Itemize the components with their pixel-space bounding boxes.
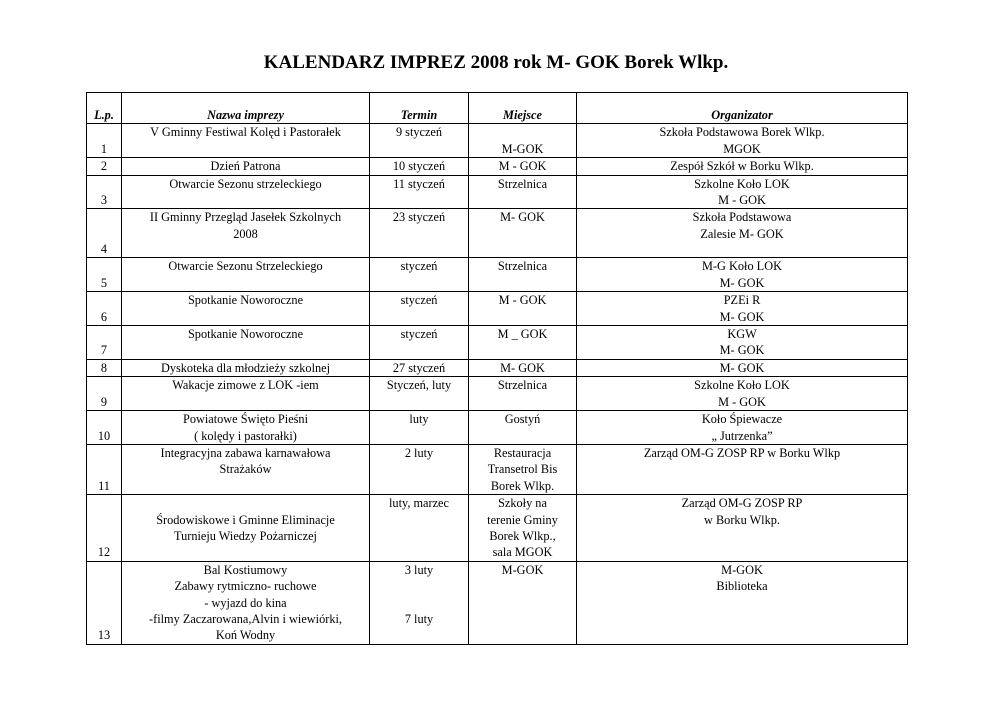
cell-organizator: Szkolne Koło LOK M - GOK — [577, 175, 908, 209]
cell-termin: styczeń — [370, 326, 469, 360]
cell-miejsce: M - GOK — [469, 158, 577, 175]
table-row — [87, 175, 908, 209]
cell-termin: styczeń — [370, 292, 469, 326]
table-row — [87, 158, 908, 175]
table-row — [87, 292, 908, 326]
cell-miejsce: M- GOK — [469, 359, 577, 376]
table-row — [87, 561, 908, 644]
cell-miejsce: M-GOK — [469, 561, 577, 644]
cell-miejsce: Strzelnica — [469, 175, 577, 209]
cell-lp: 11 — [87, 444, 122, 494]
cell-organizator: KGW M- GOK — [577, 326, 908, 360]
cell-termin: 11 styczeń — [370, 175, 469, 209]
cell-lp: 5 — [87, 258, 122, 292]
cell-organizator: Szkolne Koło LOK M - GOK — [577, 377, 908, 411]
cell-miejsce: Gostyń — [469, 411, 577, 445]
cell-lp: 12 — [87, 495, 122, 562]
header-miejsce: Miejsce — [469, 93, 577, 124]
cell-nazwa: Powiatowe Święto Pieśni ( kolędy i pastorałki) — [122, 411, 370, 445]
header-row — [87, 93, 908, 124]
table-row — [87, 359, 908, 376]
cell-organizator: PZEi R M- GOK — [577, 292, 908, 326]
events-table — [86, 92, 908, 645]
cell-miejsce: M _ GOK — [469, 326, 577, 360]
cell-lp: 13 — [87, 561, 122, 644]
cell-lp: 6 — [87, 292, 122, 326]
cell-termin: 10 styczeń — [370, 158, 469, 175]
cell-lp: 3 — [87, 175, 122, 209]
header-lp: L.p. — [87, 93, 122, 124]
cell-nazwa: Otwarcie Sezonu Strzeleckiego — [122, 258, 370, 292]
cell-miejsce: Strzelnica — [469, 258, 577, 292]
cell-lp: 1 — [87, 124, 122, 158]
table-row — [87, 258, 908, 292]
cell-nazwa: II Gminny Przegląd Jasełek Szkolnych 2008 — [122, 209, 370, 258]
cell-nazwa: V Gminny Festiwal Kolęd i Pastorałek — [122, 124, 370, 158]
cell-nazwa: Środowiskowe i Gminne Eliminacje Turnieju Wiedzy Pożarniczej — [122, 495, 370, 562]
table-row — [87, 124, 908, 158]
cell-lp: 10 — [87, 411, 122, 445]
cell-lp: 9 — [87, 377, 122, 411]
header-termin: Termin — [370, 93, 469, 124]
table-row — [87, 209, 908, 258]
cell-miejsce: Strzelnica — [469, 377, 577, 411]
header-nazwa: Nazwa imprezy — [122, 93, 370, 124]
cell-miejsce: M- GOK — [469, 209, 577, 258]
cell-organizator: Koło Śpiewacze „ Jutrzenka” — [577, 411, 908, 445]
cell-termin: 23 styczeń — [370, 209, 469, 258]
cell-organizator: Szkoła Podstawowa Borek Wlkp. MGOK — [577, 124, 908, 158]
cell-organizator: Szkoła Podstawowa Zalesie M- GOK — [577, 209, 908, 258]
document-title: KALENDARZ IMPREZ 2008 rok M- GOK Borek Wlkp. — [263, 52, 729, 73]
cell-nazwa: Dyskoteka dla młodzieży szkolnej — [122, 359, 370, 376]
table-row — [87, 444, 908, 494]
cell-organizator: M- GOK — [577, 359, 908, 376]
table-row — [87, 495, 908, 562]
cell-nazwa: Otwarcie Sezonu strzeleckiego — [122, 175, 370, 209]
cell-miejsce: M - GOK — [469, 292, 577, 326]
cell-organizator: Zarząd OM-G ZOSP RP w Borku Wlkp. — [577, 495, 908, 562]
cell-termin: luty, marzec — [370, 495, 469, 562]
cell-organizator: Zespół Szkół w Borku Wlkp. — [577, 158, 908, 175]
cell-nazwa: Spotkanie Noworoczne — [122, 326, 370, 360]
cell-termin: 27 styczeń — [370, 359, 469, 376]
cell-termin: luty — [370, 411, 469, 445]
cell-termin: Styczeń, luty — [370, 377, 469, 411]
cell-miejsce: Restauracja Transetrol Bis Borek Wlkp. — [469, 444, 577, 494]
cell-nazwa: Integracyjna zabawa karnawałowa Strażaków — [122, 444, 370, 494]
cell-lp: 8 — [87, 359, 122, 376]
cell-lp: 4 — [87, 209, 122, 258]
table-row — [87, 377, 908, 411]
cell-nazwa: Spotkanie Noworoczne — [122, 292, 370, 326]
cell-termin: 9 styczeń — [370, 124, 469, 158]
cell-organizator: Zarząd OM-G ZOSP RP w Borku Wlkp — [577, 444, 908, 494]
cell-organizator: M-GOK Biblioteka — [577, 561, 908, 644]
cell-nazwa: Dzień Patrona — [122, 158, 370, 175]
cell-termin: 2 luty — [370, 444, 469, 494]
table-row — [87, 411, 908, 445]
cell-nazwa: Wakacje zimowe z LOK -iem — [122, 377, 370, 411]
cell-nazwa: Bal Kostiumowy Zabawy rytmiczno- ruchowe - wyjazd do kina -filmy Zaczarowana,Alvin i wiewiórki, Koń Wodny — [122, 561, 370, 644]
table-row — [87, 326, 908, 360]
cell-lp: 2 — [87, 158, 122, 175]
cell-termin: styczeń — [370, 258, 469, 292]
cell-termin: 3 luty 7 luty — [370, 561, 469, 644]
cell-miejsce: Szkoły na terenie Gminy Borek Wlkp., sala MGOK — [469, 495, 577, 562]
header-organizator: Organizator — [577, 93, 908, 124]
cell-lp: 7 — [87, 326, 122, 360]
cell-miejsce: M-GOK — [469, 124, 577, 158]
cell-organizator: M-G Koło LOK M- GOK — [577, 258, 908, 292]
